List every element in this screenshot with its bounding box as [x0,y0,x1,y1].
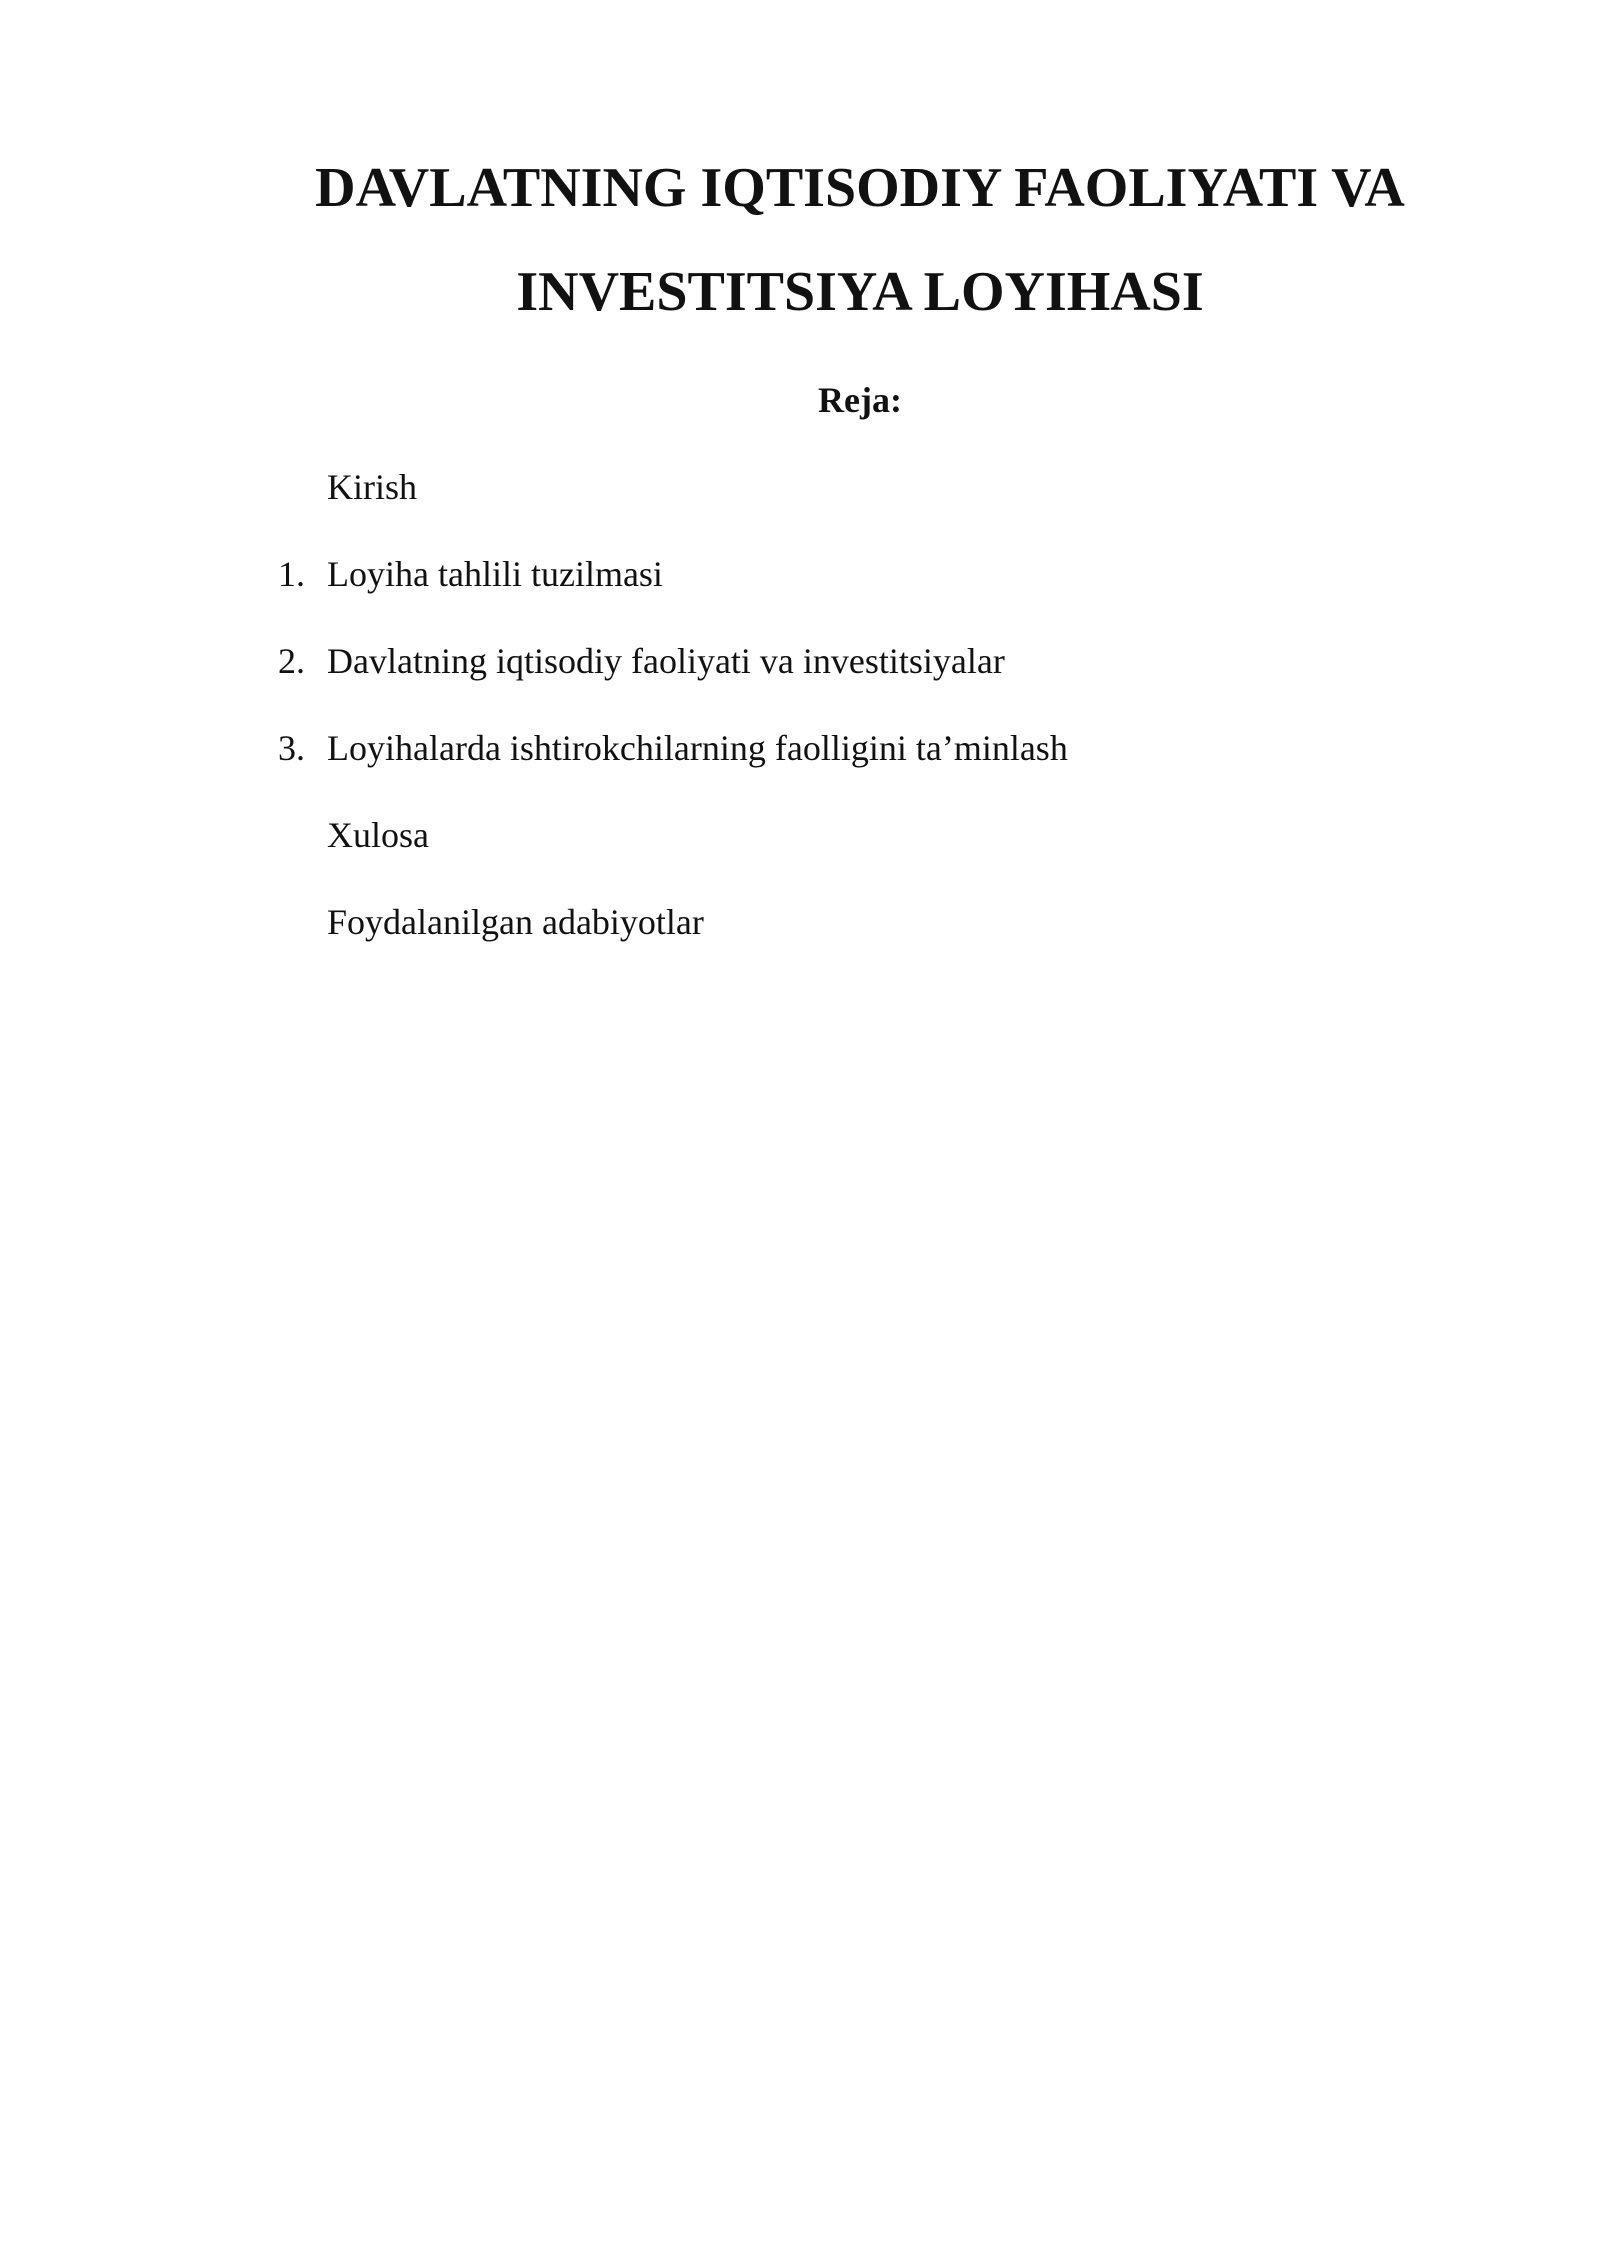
plan-item-text: Kirish [327,467,417,507]
plan-heading: Reja: [818,380,902,420]
plan-item-text: Loyihalarda ishtirokchilarning faolligini ta’minlash [327,728,1068,768]
plan-item-text: Xulosa [327,815,429,855]
plan-item-number: 3. [278,728,305,768]
plan-item-1 [270,549,1370,636]
plan-item-text: Loyiha tahlili tuzilmasi [327,554,663,594]
plan-item-xulosa [270,810,1370,897]
plan-list [270,462,1370,984]
plan-item-3 [270,723,1370,810]
plan-item-text: Davlatning iqtisodiy faoliyati va investitsiyalar [327,641,1005,681]
document-title-line-2: INVESTITSIYA LOYIHASI [516,261,1204,323]
plan-item-number: 2. [278,641,305,681]
plan-item-2 [270,636,1370,723]
plan-item-kirish [270,462,1370,549]
plan-item-number: 1. [278,554,305,594]
document-title-line-1: DAVLATNING IQTISODIY FAOLIYATI VA [315,157,1405,219]
plan-item-text: Foydalanilgan adabiyotlar [327,902,704,942]
plan-item-adabiyotlar [270,897,1370,984]
